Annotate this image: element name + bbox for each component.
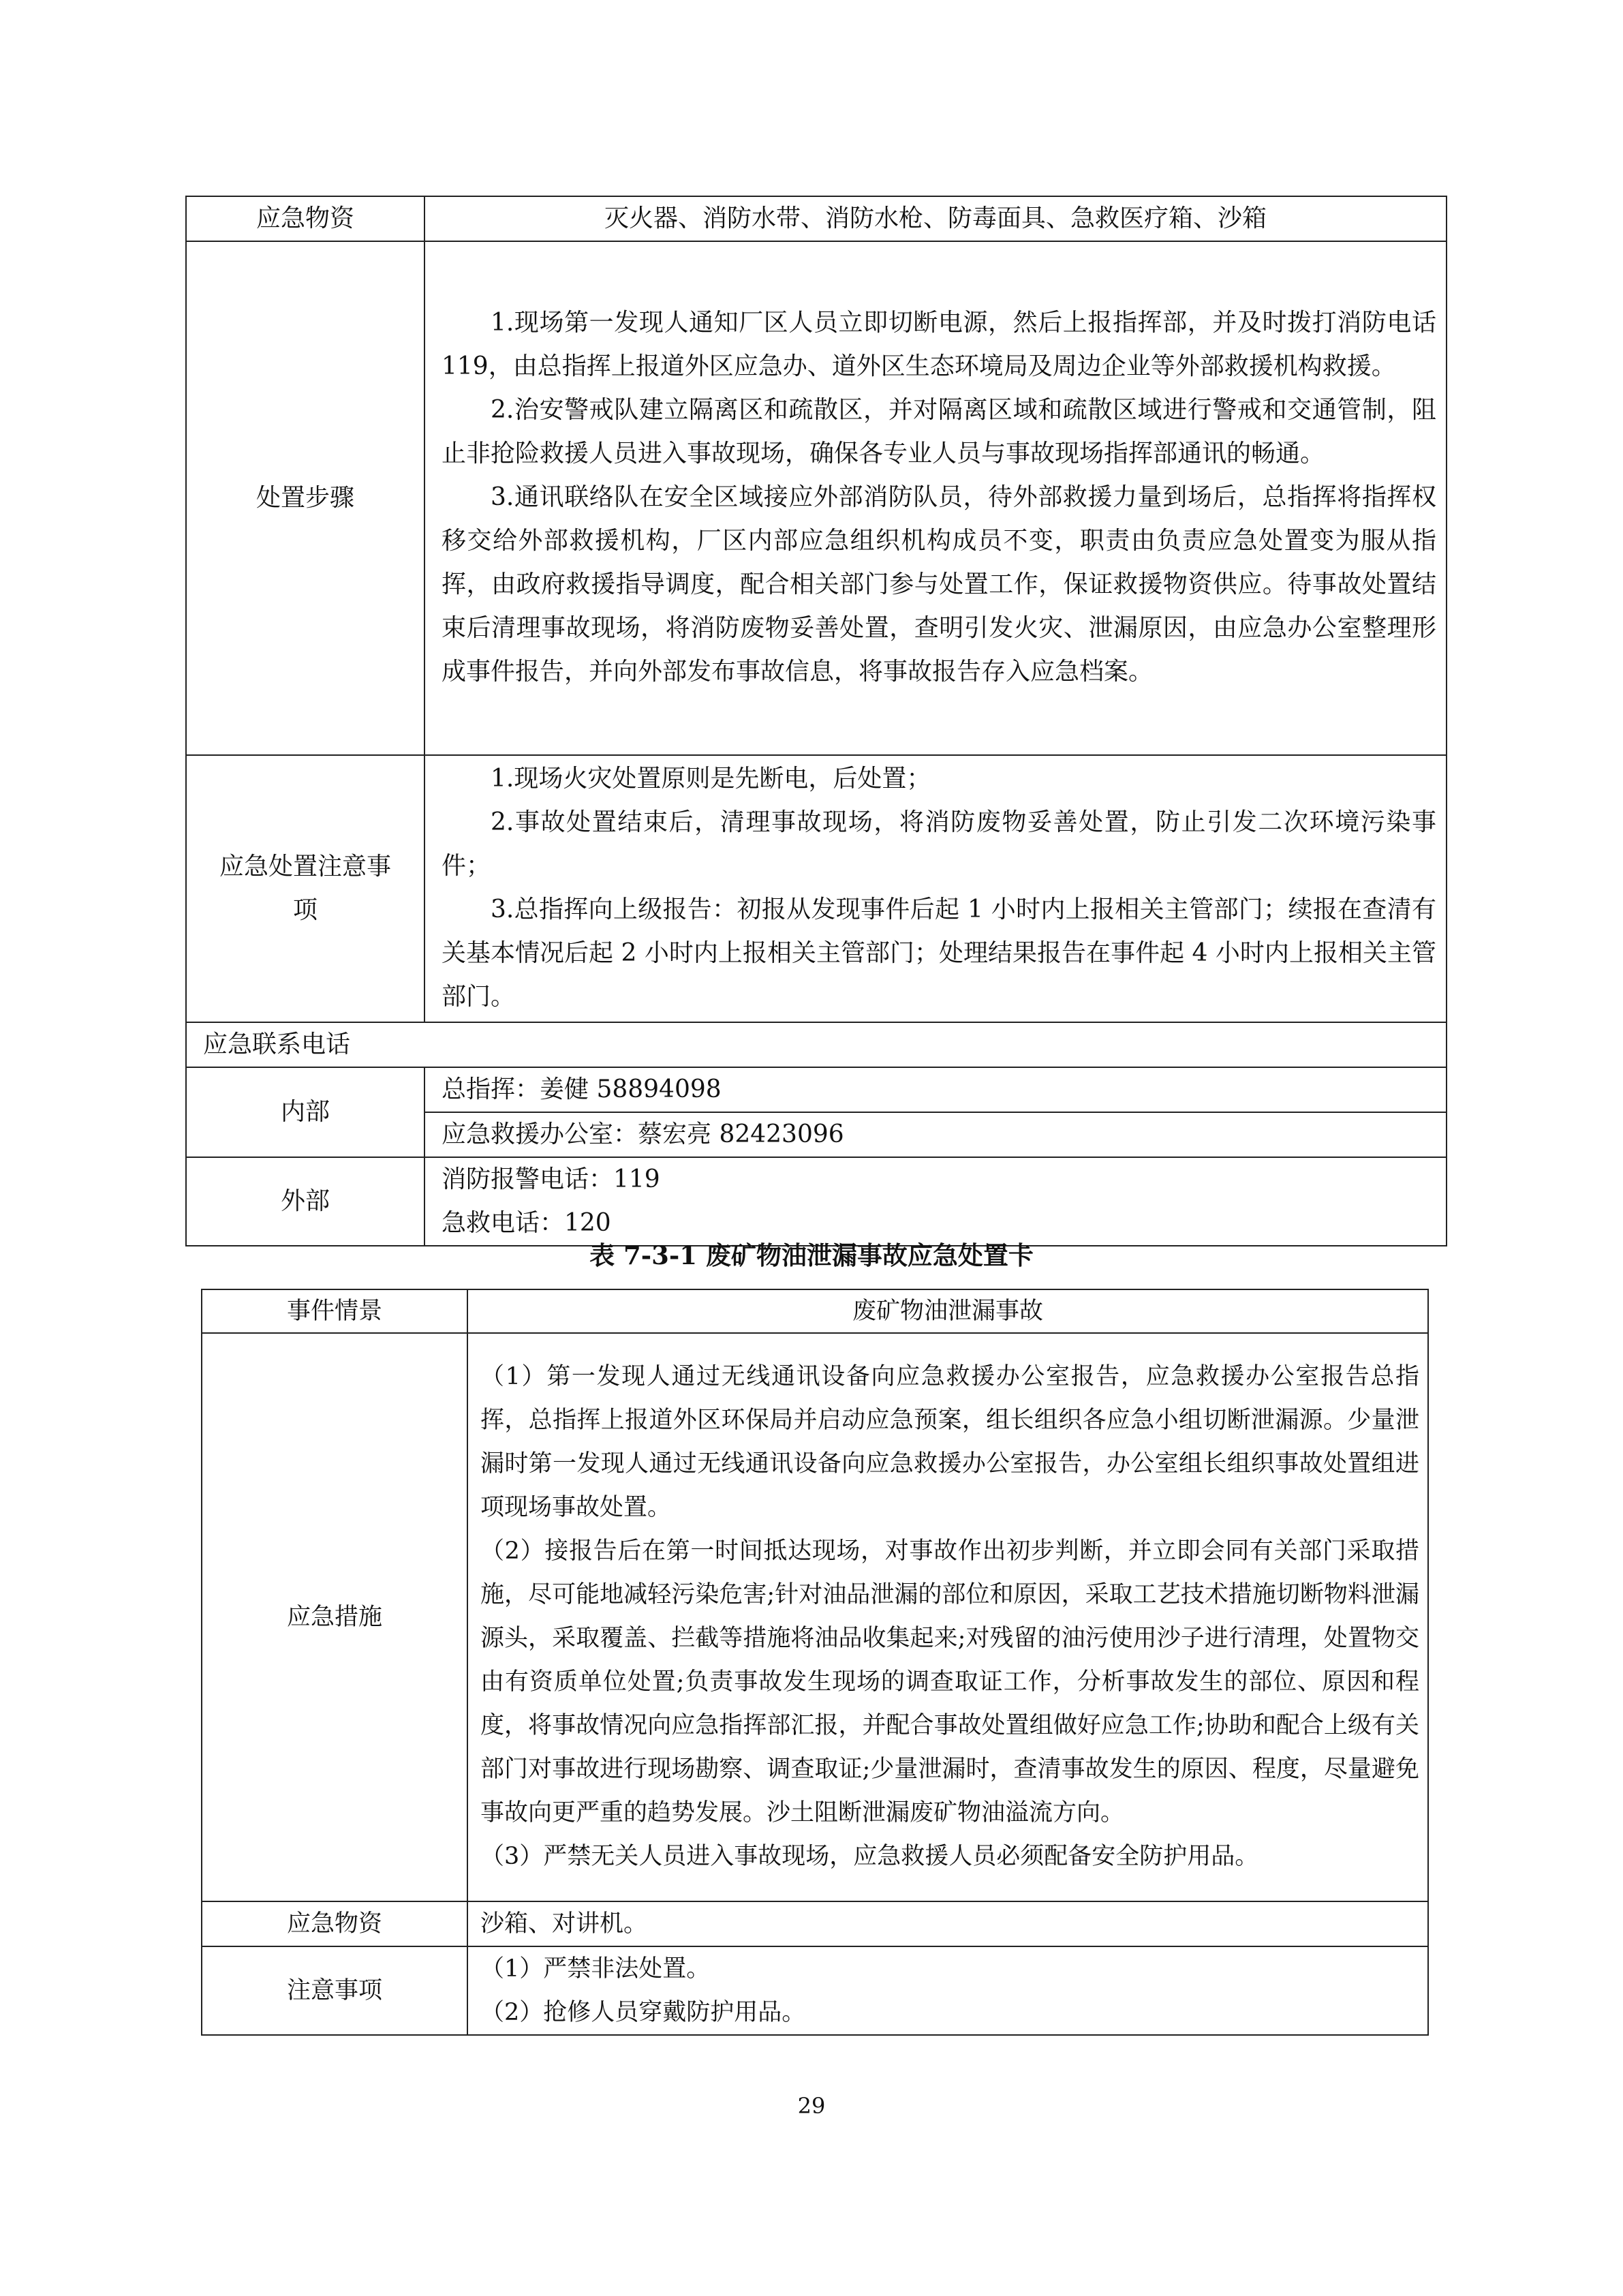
measures-label: 应急措施 bbox=[202, 1333, 467, 1901]
materials-label: 应急物资 bbox=[202, 1901, 467, 1946]
emergency-card-table-fire bbox=[185, 196, 1447, 1246]
notes-paragraph: 2.事故处置结束后，清理事故现场，将消防废物妥善处置，防止引发二次环境污染事件； bbox=[442, 808, 1436, 880]
measures-paragraph: （3）严禁无关人员进入事故现场，应急救援人员必须配备安全防护用品。 bbox=[480, 1843, 1259, 1870]
notes-line: （1）严禁非法处置。 bbox=[480, 1955, 711, 1983]
steps-paragraph: 2.治安警戒队建立隔离区和疏散区，并对隔离区域和疏散区域进行警戒和交通管制，阻止非抢险救援人员进入事故现场，确保各专业人员与事故现场指挥部通讯的畅通。 bbox=[442, 396, 1436, 468]
external-contacts bbox=[424, 1157, 1447, 1246]
notes-label-line: 项 bbox=[292, 896, 318, 924]
table-row bbox=[202, 1946, 1428, 2035]
external-contact-line: 消防报警电话：119 bbox=[442, 1165, 660, 1193]
table-row bbox=[186, 1067, 1447, 1112]
table-row bbox=[186, 241, 1447, 755]
steps-paragraph: 1.现场第一发现人通知厂区人员立即切断电源，然后上报指挥部，并及时拨打消防电话 119，由总指挥上报道外区应急办、道外区生态环境局及周边企业等外部救援机构救援。 bbox=[442, 309, 1436, 380]
notes-paragraph: 1.现场火灾处置原则是先断电，后处置； bbox=[491, 765, 931, 793]
measures-paragraph: （2）接报告后在第一时间抵达现场，对事故作出初步判断，并立即会同有关部门采取措施，尽可能地减轻污染危害;针对油品泄漏的部位和原因，采取工艺技术措施切断物料泄漏源头，采取覆盖、拦截等措施将油品收集起来;对残留的油污使用沙子进行清理，处置物交由有资质单位处置;负责事故发生现场的调查取证工作，分析事故发生的部位、原因和程度，将事故情况向应急指挥部汇报，并配合事故处置组做好应急工作;协助和配合上级有关部门对事故进行现场勘察、调查取证;少量泄漏时，查清事故发生的原因、程度，尽量避免事故向更严重的趋势发展。沙土阻断泄漏废矿物油溢流方向。 bbox=[480, 1537, 1419, 1826]
notes-paragraph: 3.总指挥向上级报告：初报从发现事件后起 1 小时内上报相关主管部门；续报在查清有关基本情况后起 2 小时内上报相关主管部门；处理结果报告在事件起 4 小时内上报相关主管部门。 bbox=[442, 896, 1436, 1011]
notes-label: 注意事项 bbox=[202, 1946, 467, 2035]
external-contact-line: 急救电话：120 bbox=[442, 1209, 611, 1237]
table-row bbox=[202, 1333, 1428, 1901]
internal-contact-line: 总指挥：姜健 58894098 bbox=[424, 1067, 1447, 1112]
table-row bbox=[202, 1901, 1428, 1946]
materials-value: 灭火器、消防水带、消防水枪、防毒面具、急救医疗箱、沙箱 bbox=[424, 196, 1447, 241]
table-caption: 表 7-3-1 废矿物油泄漏事故应急处置卡 bbox=[589, 1240, 1034, 1270]
materials-value: 沙箱、对讲机。 bbox=[467, 1901, 1428, 1946]
steps-paragraph: 3.通讯联络队在安全区域接应外部消防队员，待外部救援力量到场后，总指挥将指挥权移交给外部救援机构，厂区内部应急组织机构成员不变，职责由负责应急处置变为服从指挥，由政府救援指导调度，配合相关部门参与处置工作，保证救援物资供应。待事故处置结束后清理事故现场，将消防废物妥善处置，查明引发火灾、泄漏原因，由应急办公室整理形成事件报告，并向外部发布事故信息，将事故报告存入应急档案。 bbox=[442, 483, 1436, 686]
internal-contact-line: 应急救援办公室：蔡宏亮 82423096 bbox=[424, 1112, 1447, 1157]
scenario-label: 事件情景 bbox=[202, 1289, 467, 1333]
table-row bbox=[186, 1157, 1447, 1246]
emergency-card-table-oil-leak bbox=[201, 1289, 1429, 2036]
table-row bbox=[186, 196, 1447, 241]
page-number: 29 bbox=[797, 2093, 826, 2119]
contacts-title: 应急联系电话 bbox=[186, 1022, 1447, 1067]
table-row bbox=[186, 755, 1447, 1022]
notes-label-line: 应急处置注意事 bbox=[219, 853, 391, 881]
notes-content bbox=[424, 755, 1447, 1022]
table-row bbox=[202, 1289, 1428, 1333]
measures-content bbox=[467, 1333, 1428, 1901]
internal-contacts-label: 内部 bbox=[186, 1067, 424, 1157]
steps-label: 处置步骤 bbox=[186, 241, 424, 755]
notes-label bbox=[186, 755, 424, 1022]
scenario-value: 废矿物油泄漏事故 bbox=[467, 1289, 1428, 1333]
notes-content bbox=[467, 1946, 1428, 2035]
table-row bbox=[186, 1022, 1447, 1067]
notes-line: （2）抢修人员穿戴防护用品。 bbox=[480, 1999, 806, 2026]
measures-paragraph: （1）第一发现人通过无线通讯设备向应急救援办公室报告，应急救援办公室报告总指挥，总指挥上报道外区环保局并启动应急预案，组长组织各应急小组切断泄漏源。少量泄漏时第一发现人通过无线通讯设备向应急救援办公室报告，办公室组长组织事故处置组进项现场事故处置。 bbox=[480, 1363, 1419, 1521]
external-contacts-label: 外部 bbox=[186, 1157, 424, 1246]
steps-content bbox=[424, 241, 1447, 755]
materials-label: 应急物资 bbox=[186, 196, 424, 241]
